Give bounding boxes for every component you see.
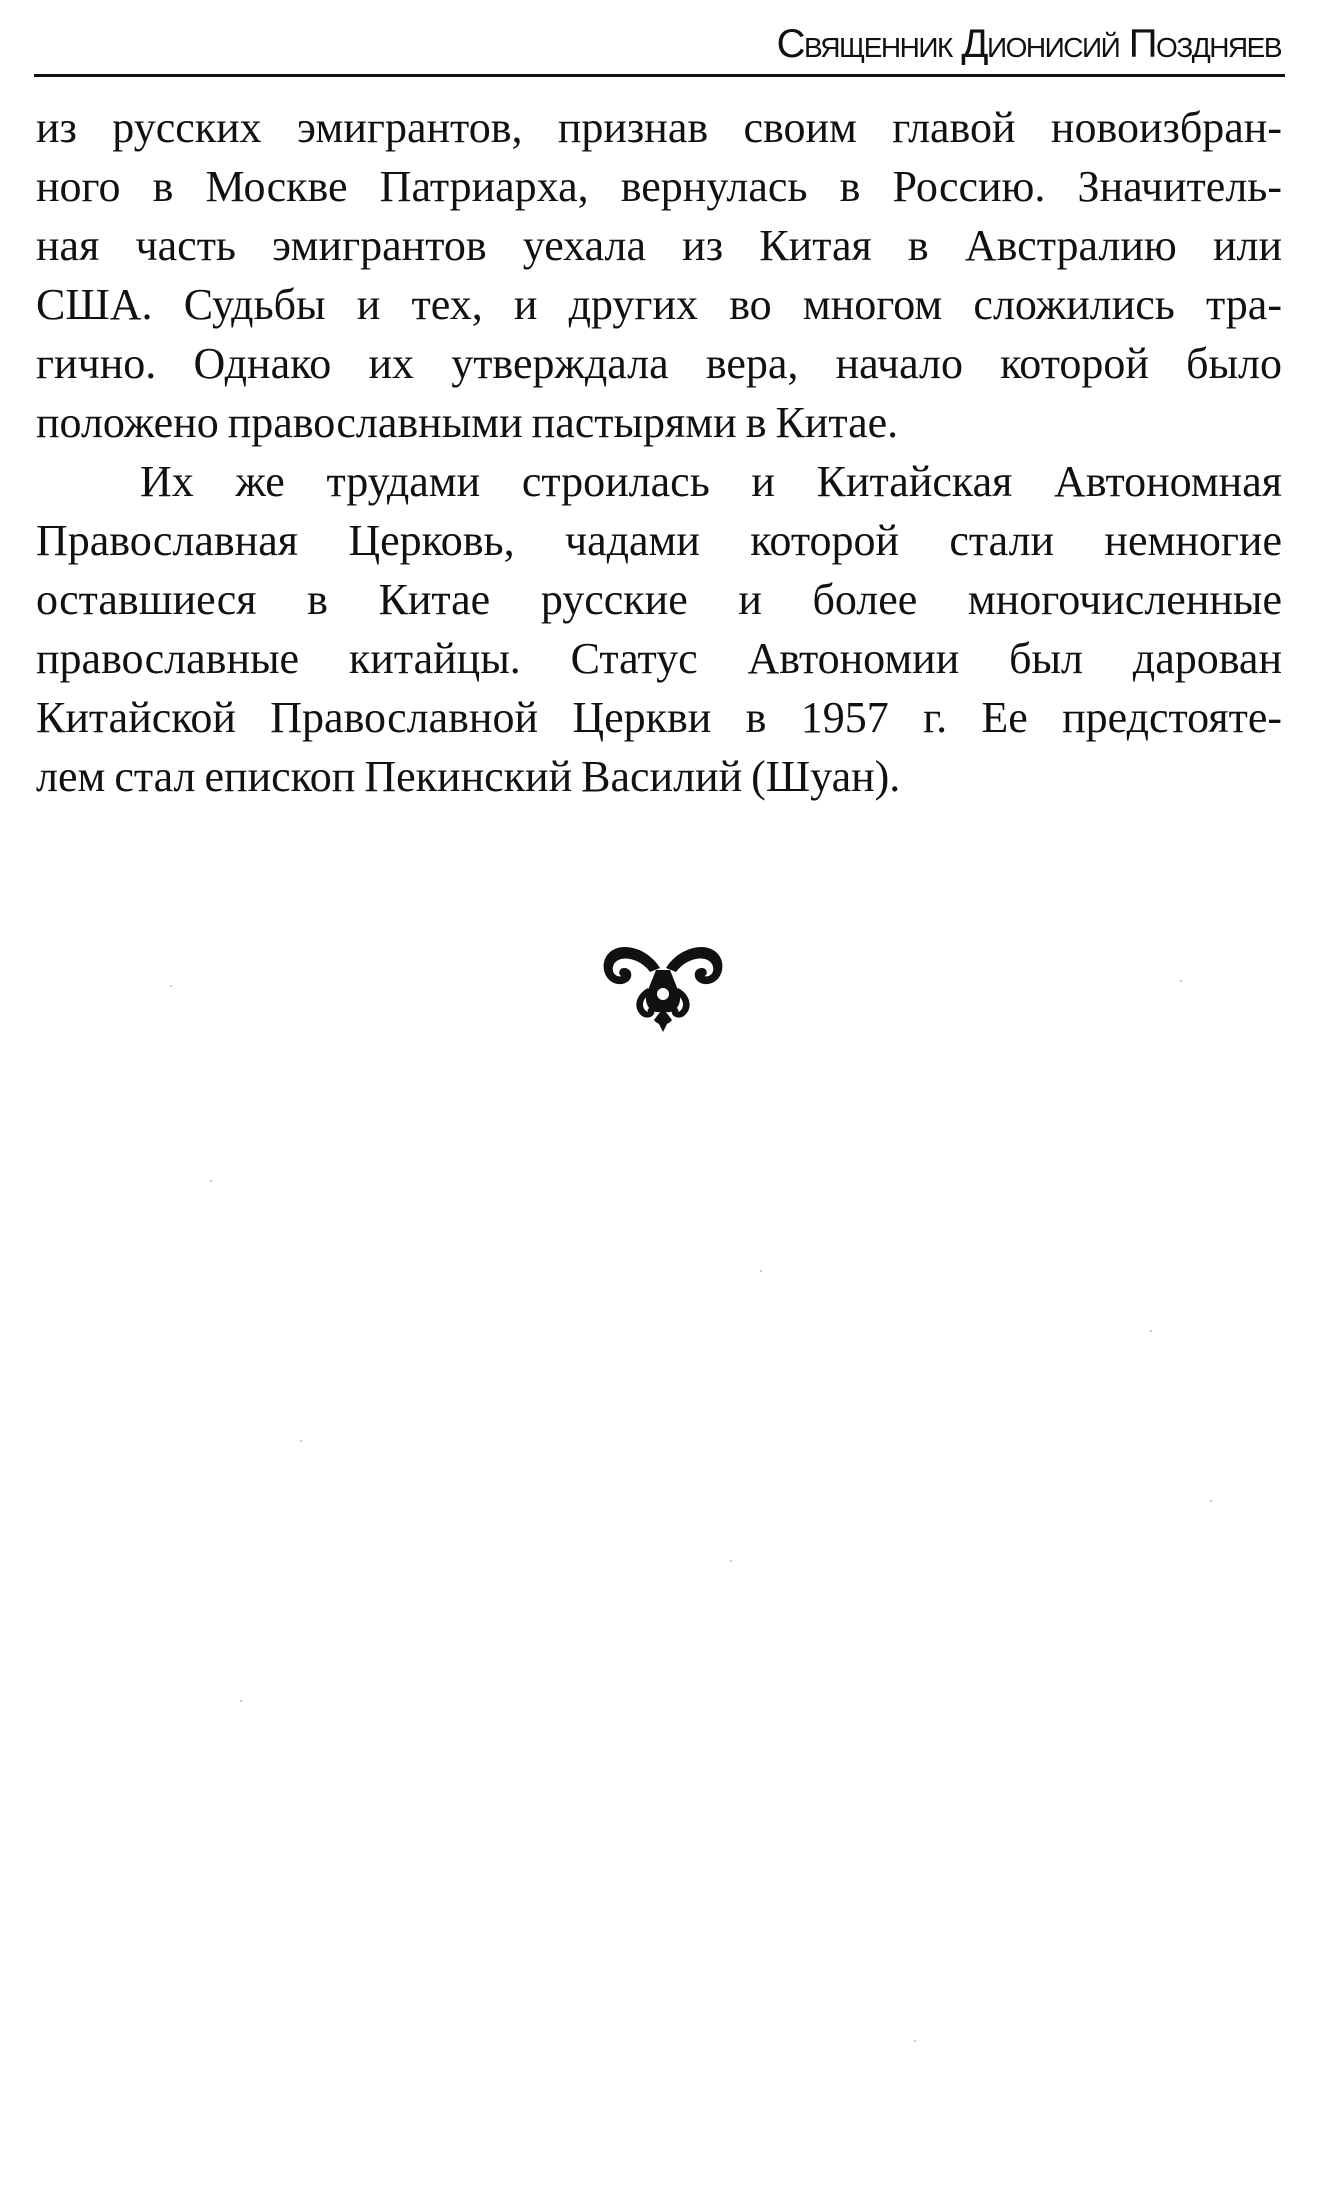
text-line: из русских эмигрантов, признав своим главой новоизбран- (36, 103, 1282, 152)
text-line: православные китайцы. Статус Автономии был дарован (36, 634, 1282, 683)
scan-speck (210, 1180, 212, 1182)
scan-speck (760, 1270, 762, 1272)
text-line: оставшиеся в Китае русские и более многочисленные (36, 575, 1282, 624)
text-line: лем стал епископ Пекинский Василий (Шуан). (36, 752, 901, 801)
scan-speck (914, 2040, 916, 2042)
scan-speck (170, 985, 172, 987)
text-line: положено православными пастырями в Китае. (36, 398, 899, 447)
scan-speck (300, 1440, 302, 1442)
text-line: ного в Москве Патриарха, вернулась в Россию. Значитель- (36, 162, 1282, 211)
text-line: Православная Церковь, чадами которой стали немногие (36, 516, 1282, 565)
scan-speck (1150, 1330, 1152, 1332)
scroll-ornament-icon (598, 928, 728, 1038)
text-line: Их же трудами строилась и Китайская Автономная (140, 457, 1282, 506)
scan-speck (240, 1700, 242, 1702)
text-line: ная часть эмигрантов уехала из Китая в Австралию или (36, 221, 1282, 270)
scan-speck (730, 1560, 732, 1562)
body-text (36, 98, 1282, 806)
paragraph-2 (36, 452, 1282, 806)
paragraph-1 (36, 98, 1282, 452)
running-head-title: Священник Дионисий Поздняев (776, 22, 1281, 66)
text-line: Китайской Православной Церкви в 1957 г. Ее предстояте- (36, 693, 1282, 742)
scan-speck (1180, 980, 1182, 982)
text-line: гично. Однако их утверждала вера, начало которой было (36, 339, 1282, 388)
running-header (34, 14, 1285, 77)
scan-speck (1210, 1500, 1212, 1502)
text-line: США. Судьбы и тех, и других во многом сложились тра- (36, 280, 1282, 329)
